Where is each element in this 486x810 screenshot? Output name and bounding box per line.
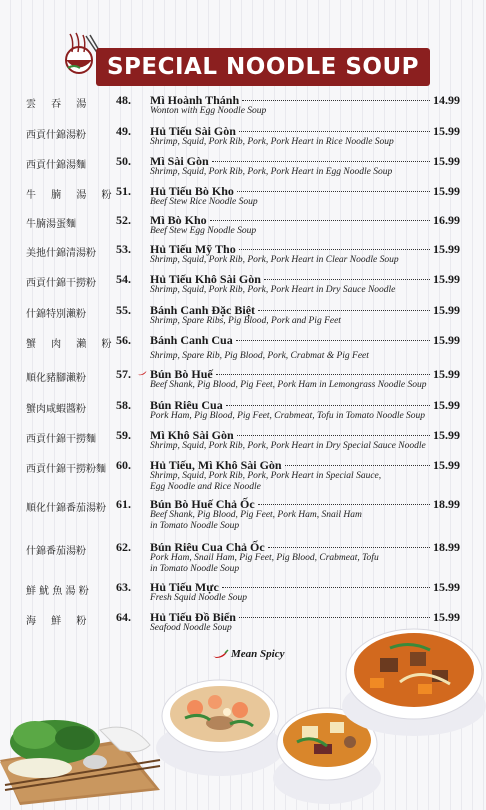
item-name: Hủ Tiếu Mực: [150, 580, 219, 594]
dot-leader: [242, 100, 430, 101]
chinese-name: 順化什錦番茄湯粉: [26, 503, 106, 514]
item-number: 56.: [116, 333, 131, 347]
chili-icon: [212, 650, 228, 659]
item-name-line: [150, 333, 460, 348]
chinese-name: 西貢什錦湯麵: [26, 160, 86, 171]
dot-leader: [268, 547, 430, 548]
item-name: Hủ Tiếu Bò Kho: [150, 184, 234, 198]
item-price: 16.99: [433, 213, 460, 227]
dot-leader: [216, 374, 430, 375]
item-description: Pork Ham, Pig Blood, Pig Feet, Crabmeat, Tofu in Tomato Noodle Soup: [150, 411, 426, 421]
item-description: Egg Noodle and Rice Noodle: [150, 482, 261, 492]
herbs-plate-image: [0, 700, 170, 805]
item-description: in Tomato Noodle Soup: [150, 564, 240, 574]
item-description: Shrimp, Spare Ribs, Pig Blood, Pork and Pig Feet: [150, 316, 341, 326]
item-name: Bún Bò Huế: [150, 367, 213, 381]
chinese-name: 蟹肉咸蝦醬粉: [26, 404, 86, 415]
menu-item: [0, 272, 486, 303]
item-number: 59.: [116, 428, 131, 442]
item-name: Bún Bò Huế Chả Ốc: [150, 497, 255, 511]
chinese-name: 西貢什錦干撈粉: [26, 278, 96, 289]
item-description: Seafood Noodle Soup: [150, 623, 232, 633]
dot-leader: [226, 405, 430, 406]
chinese-name: 什錦番茄湯粉: [26, 546, 86, 557]
item-name: Hủ Tiếu Khô Sài Gòn: [150, 272, 261, 286]
item-description: Shrimp, Squid, Pork Rib, Pork, Pork Heart in Rice Noodle Soup: [150, 137, 394, 147]
chinese-name: 什錦特別瀨粉: [26, 309, 86, 320]
dot-leader: [239, 617, 430, 618]
item-number: 63.: [116, 580, 131, 594]
item-name: Mì Sài Gòn: [150, 154, 209, 168]
menu-item: [0, 303, 486, 334]
item-name: Mì Bò Kho: [150, 213, 207, 227]
menu-item: [0, 184, 486, 215]
dot-leader: [239, 249, 430, 250]
chinese-name: 鮮 魷 魚 湯 粉: [26, 586, 89, 597]
item-price: 15.99: [433, 242, 460, 256]
item-number: 51.: [116, 184, 131, 198]
dot-leader: [237, 435, 430, 436]
menu-item: [0, 398, 486, 429]
item-number: 52.: [116, 213, 131, 227]
menu-item: [0, 367, 486, 398]
item-description: Wonton with Egg Noodle Soup: [150, 106, 267, 116]
item-description: Shrimp, Squid, Pork Rib, Pork, Pork Heart in Egg Noodle Soup: [150, 167, 393, 177]
item-price: 15.99: [433, 367, 460, 381]
dot-leader: [210, 220, 430, 221]
item-price: 18.99: [433, 497, 460, 511]
item-number: 55.: [116, 303, 131, 317]
chinese-name: 西貢什錦干撈粉麵: [26, 464, 106, 475]
item-description: Shrimp, Squid, Pork Rib, Pork, Pork Heart in Dry Special Sauce Noodle: [150, 441, 426, 451]
menu-item: [0, 497, 486, 531]
item-number: 61.: [116, 497, 131, 511]
item-name: Bánh Canh Cua: [150, 333, 233, 347]
chili-icon: [137, 370, 147, 376]
item-price: 15.99: [433, 124, 460, 138]
chinese-name: 海 鮮 粉: [26, 616, 93, 627]
menu-item: [0, 540, 486, 574]
item-description: in Tomato Noodle Soup: [150, 521, 240, 531]
item-name: Bún Riêu Cua: [150, 398, 223, 412]
chinese-name: 牛 腩 湯 粉: [26, 190, 118, 201]
item-name: Mì Hoành Thánh: [150, 93, 240, 107]
dot-leader: [236, 340, 430, 341]
menu-item: [0, 242, 486, 273]
item-name: Bánh Canh Đặc Biệt: [150, 303, 256, 317]
dot-leader: [258, 504, 430, 505]
chinese-name: 牛腩湯蛋麵: [26, 219, 76, 230]
item-price: 15.99: [433, 154, 460, 168]
section-title: SPECIAL NOODLE SOUP: [106, 54, 419, 80]
item-description: Shrimp, Spare Rib, Pig Blood, Pork, Crabmat & Pig Feet: [150, 351, 369, 361]
chinese-name: 雲 吞 湯: [26, 99, 93, 110]
item-description: Beef Shank, Pig Blood, Pig Feet, Pork Ham, Snail Ham: [150, 510, 362, 520]
item-number: 58.: [116, 398, 131, 412]
dot-leader: [239, 131, 430, 132]
item-description: Beef Stew Rice Noodle Soup: [150, 197, 258, 207]
item-number: 49.: [116, 124, 131, 138]
item-number: 54.: [116, 272, 131, 286]
spicy-legend: [212, 648, 284, 660]
item-price: 15.99: [433, 458, 460, 472]
menu-item: [0, 124, 486, 155]
menu-item: [0, 93, 486, 124]
item-description: Shrimp, Squid, Pork Rib, Pork, Pork Heart in Special Sauce,: [150, 471, 382, 481]
spicy-legend-label: Mean Spicy: [231, 648, 285, 660]
item-description: Beef Shank, Pig Blood, Pig Feet, Pork Ham in Lemongrass Noodle Soup: [150, 380, 427, 390]
item-number: 60.: [116, 458, 131, 472]
chinese-name: 西貢什錦干撈麵: [26, 434, 96, 445]
item-price: 15.99: [433, 333, 460, 347]
dot-leader: [264, 279, 430, 280]
chinese-name: 順化豬腳瀨粉: [26, 373, 86, 384]
item-name: Mì Khô Sài Gòn: [150, 428, 234, 442]
item-description: Shrimp, Squid, Pork Rib, Pork, Pork Heart in Clear Noodle Soup: [150, 255, 399, 265]
item-price: 15.99: [433, 610, 460, 624]
item-number: 53.: [116, 242, 131, 256]
item-number: 48.: [116, 93, 131, 107]
item-number: 62.: [116, 540, 131, 554]
item-price: 18.99: [433, 540, 460, 554]
dot-leader: [237, 191, 430, 192]
item-name: Bún Riêu Cua Chả Ốc: [150, 540, 265, 554]
menu-item: [0, 333, 486, 364]
chinese-name: 美扡什錦清湯粉: [26, 248, 96, 259]
item-price: 15.99: [433, 184, 460, 198]
menu-item: [0, 154, 486, 185]
item-price: 15.99: [433, 303, 460, 317]
beef-stew-bowl-image: [340, 622, 486, 740]
item-name: Hủ Tiếu Mỹ Tho: [150, 242, 236, 256]
seafood-bowl-image: [155, 668, 285, 778]
item-number: 50.: [116, 154, 131, 168]
item-name: Hủ Tiếu Sài Gòn: [150, 124, 236, 138]
item-price: 15.99: [433, 398, 460, 412]
item-description: Fresh Squid Noodle Soup: [150, 593, 248, 603]
dot-leader: [212, 161, 430, 162]
item-description: Shrimp, Squid, Pork Rib, Pork, Pork Heart in Dry Sauce Noodle: [150, 285, 396, 295]
section-title-banner: [96, 48, 430, 86]
menu-item: [0, 580, 486, 611]
item-description: Beef Stew Egg Noodle Soup: [150, 226, 257, 236]
item-price: 15.99: [433, 580, 460, 594]
item-price: 15.99: [433, 428, 460, 442]
item-name: Hủ Tiếu, Mì Khô Sài Gòn: [150, 458, 282, 472]
chinese-name: 蟹 肉 瀨 粉: [26, 339, 118, 350]
item-number: 57.: [116, 367, 131, 381]
item-name: Hủ Tiếu Đồ Biển: [150, 610, 236, 624]
menu-item: [0, 213, 486, 244]
dot-leader: [285, 465, 430, 466]
menu-item: [0, 428, 486, 459]
item-description: Pork Ham, Snail Ham, Pig Feet, Pig Blood, Crabmeat, Tofu: [150, 553, 379, 563]
item-number: 64.: [116, 610, 131, 624]
chinese-name: 西貢什錦湯粉: [26, 130, 86, 141]
dot-leader: [222, 587, 430, 588]
dot-leader: [258, 310, 430, 311]
item-price: 15.99: [433, 272, 460, 286]
item-price: 14.99: [433, 93, 460, 107]
menu-item: [0, 458, 486, 492]
